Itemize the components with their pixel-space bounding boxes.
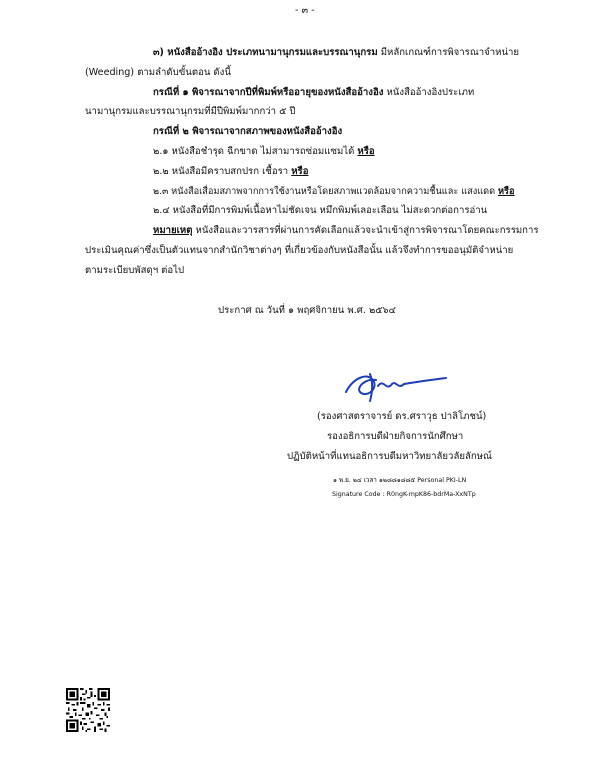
case2-heading: กรณีที่ ๒ พิจารณาจากสภาพของหนังสืออ้างอิง — [153, 126, 343, 137]
case2-item-text: ๒.๑ หนังสือชำรุด ฉีกขาด ไม่สามารถซ่อมแซมได้ — [153, 146, 358, 157]
case1-heading: กรณีที่ ๑ พิจารณาจากปีที่พิมพ์หรืออายุของหนังสืออ้างอิง — [153, 87, 384, 98]
note-line1 — [153, 224, 539, 237]
signer-name: (รองศาสตราจารย์ ดร.ศราวุธ ปาลิโภชน์) — [317, 411, 487, 422]
page-number: - ๓ - — [295, 5, 315, 16]
announcement-date: ประกาศ ณ วันที่ ๑ พฤศจิกายน พ.ศ. ๒๕๖๔ — [218, 305, 396, 316]
signer-position-2: ปฏิบัติหน้าที่แทนอธิการบดีมหาวิทยาลัยวลัยลักษณ์ — [287, 451, 492, 462]
case1-line2: นามานุกรมและบรรณานุกรมที่มีปีพิมพ์มากกว่า ๕ ปี — [85, 106, 296, 117]
signature-timestamp: ๑ พ.ย. ๒๔ เวลา ๑๒๘๘๑๘๘๕ Personal PKI-LN — [333, 477, 467, 484]
case2-item-text: ๒.๒ หนังสือมีคราบสกปรก เชื้อรา — [153, 166, 292, 177]
item3-line1 — [153, 46, 519, 59]
note-line3: ตามระเบียบพัสดุฯ ต่อไป — [85, 265, 185, 276]
note-text: หนังสือและวารสารที่ผ่านการคัดเลือกแล้วจะนำเข้าสู่การพิจารณาโดยคณะกรรมการ — [192, 225, 539, 236]
note-line2: ประเมินคุณค่าซึ่งเป็นตัวแทนจากสำนักวิชาต่างๆ ที่เกี่ยวข้องกับหนังสือนั้น แล้วจึงทำการขออนุมัติจำหน่าย — [85, 245, 514, 256]
case2-item-text: ๒.๔ หนังสือที่มีการพิมพ์เนื้อหาไม่ชัดเจน หมึกพิมพ์เลอะเลือน ไม่สะดวกต่อการอ่าน — [153, 205, 488, 216]
case2-item-1 — [153, 145, 375, 158]
case2-item-4 — [153, 204, 487, 217]
case1-text: หนังสืออ้างอิงประเภท — [383, 87, 475, 98]
case1-line1 — [153, 86, 474, 99]
or-keyword: หรือ — [498, 186, 515, 197]
signature-code: Signature Code : R0ngK-mpK86-bdrMa-XxNTp — [332, 491, 476, 498]
case2-item-2 — [153, 165, 308, 178]
signature-image — [340, 368, 452, 404]
item3-line2: (Weeding) ตามลำดับขั้นตอน ดังนี้ — [85, 67, 231, 78]
qr-code-icon — [66, 688, 110, 732]
or-keyword: หรือ — [357, 146, 375, 157]
signer-position-1: รองอธิการบดีฝ่ายกิจการนักศึกษา — [327, 431, 464, 442]
or-keyword: หรือ — [291, 166, 309, 177]
case2-item-text: ๒.๓ หนังสือเสื่อมสภาพจากการใช้งานหรือโดยสภาพแวดล้อมจากความชื้นและ แสงแดด — [153, 186, 498, 197]
item3-text: มีหลักเกณฑ์การพิจารณาจำหน่าย — [377, 47, 520, 58]
note-label: หมายเหตุ — [153, 225, 193, 236]
item3-heading: ๓) หนังสืออ้างอิง ประเภทนามานุกรมและบรรณานุกรม — [153, 47, 378, 58]
case2-item-3 — [153, 185, 515, 198]
